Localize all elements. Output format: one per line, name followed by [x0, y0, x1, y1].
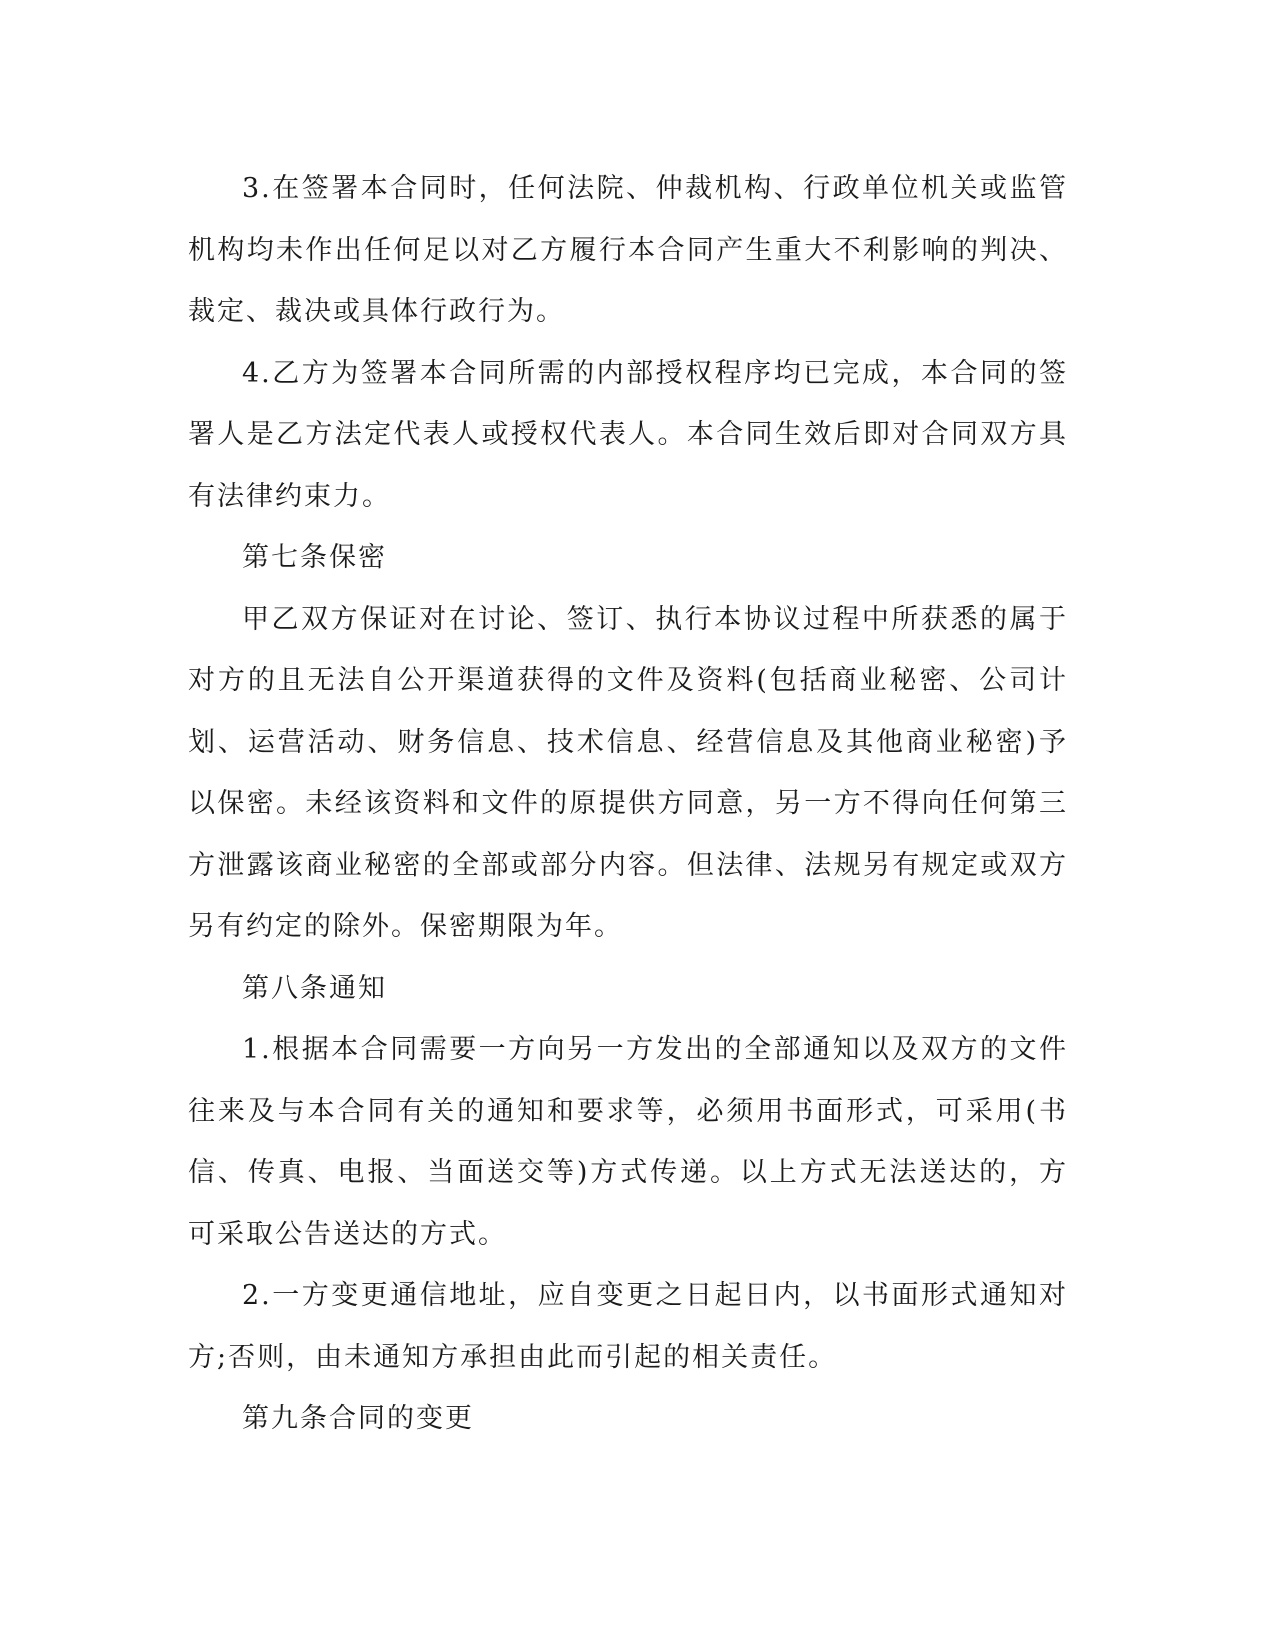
clause-6-item-3: 3.在签署本合同时，任何法院、仲裁机构、行政单位机关或监管机构均未作出任何足以对乙方履行本合同产生重大不利影响的判决、裁定、裁决或具体行政行为。	[188, 173, 1068, 327]
clause-8-item-1: 1.根据本合同需要一方向另一方发出的全部通知以及双方的文件往来及与本合同有关的通知和要求等，必须用书面形式，可采用(书信、传真、电报、当面送交等)方式传递。以上方式无法送达的，方可采取公告送达的方式。	[188, 1034, 1068, 1250]
clause-7-body: 甲乙双方保证对在讨论、签订、执行本协议过程中所获悉的属于对方的且无法自公开渠道获得的文件及资料(包括商业秘密、公司计划、运营活动、财务信息、技术信息、经营信息及其他商业秘密)予以保密。未经该资料和文件的原提供方同意，另一方不得向任何第三方泄露该商业秘密的全部或部分内容。但法律、法规另有规定或双方另有约定的除外。保密期限为年。	[188, 603, 1068, 942]
clause-9-heading: 第九条合同的变更	[242, 1403, 474, 1434]
clause-8-item-2: 2.一方变更通信地址，应自变更之日起日内，以书面形式通知对方;否则，由未通知方承担由此而引起的相关责任。	[188, 1280, 1068, 1373]
clause-6-item-4: 4.乙方为签署本合同所需的内部授权程序均已完成，本合同的签署人是乙方法定代表人或授权代表人。本合同生效后即对合同双方具有法律约束力。	[188, 357, 1068, 512]
clause-8-heading: 第八条通知	[242, 972, 387, 1004]
document-body	[188, 158, 1068, 1450]
clause-7-heading: 第七条保密	[242, 542, 387, 573]
